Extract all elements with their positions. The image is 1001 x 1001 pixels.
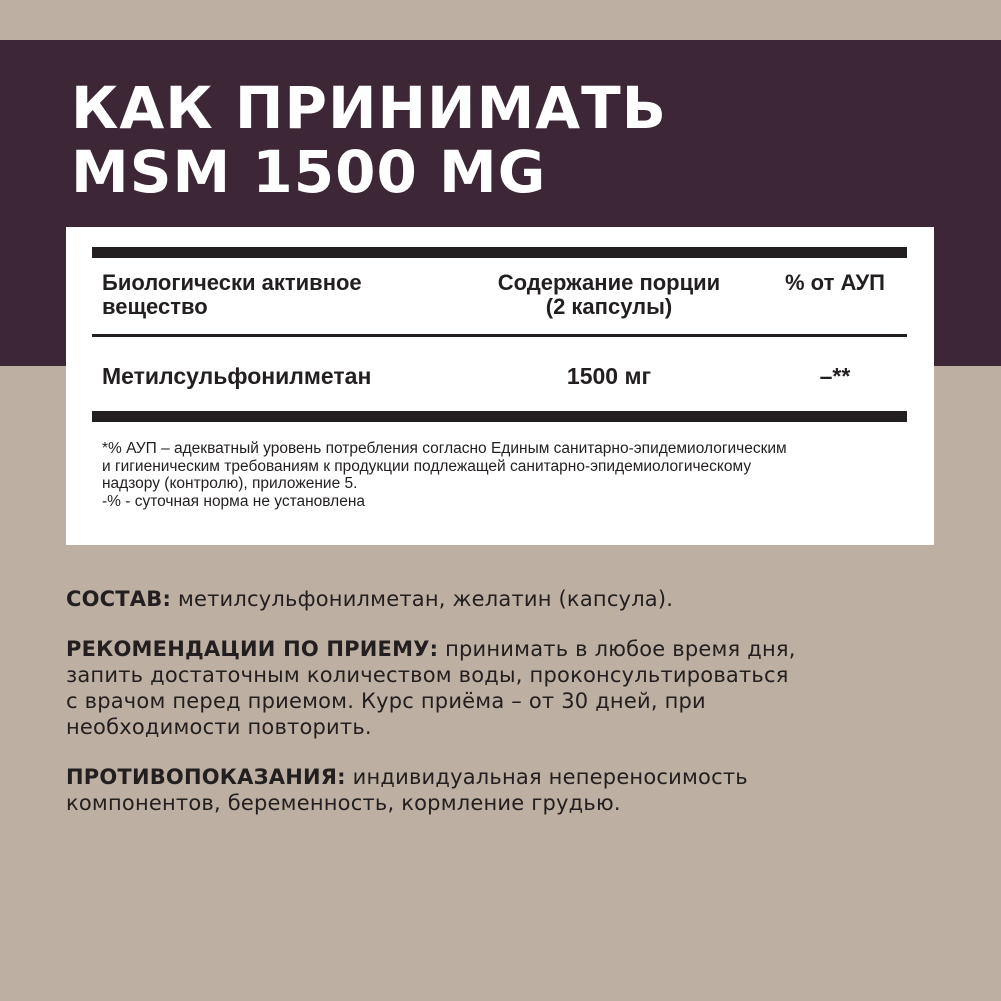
composition-label: СОСТАВ: (66, 587, 172, 611)
table-footnote: *% АУП – адекватный уровень потребления согласно Единым санитарно-эпидемиологическим и гигиеническим требованиям к продукции подлежащей санитарно-эпидемиологическому надзору (контролю), приложение 5. -% - суточная норма не установлена (102, 440, 787, 510)
cell-substance: Метилсульфонилметан (102, 363, 372, 389)
contraindications-label: ПРОТИВОПОКАЗАНИЯ: (66, 765, 346, 789)
column-header-serving: Содержание порции (2 капсулы) (497, 270, 721, 319)
composition-section (66, 586, 946, 612)
composition-text: метилсульфонилметан, желатин (капсула). (171, 587, 674, 611)
table-top-rule (92, 247, 907, 258)
cell-percent: –** (819, 363, 851, 389)
recommendations-text: принимать в любое время дня, запить достаточным количеством воды, проконсультироваться с врачом перед приемом. Курс приёма – от 30 дней, при необходимости повторить. (66, 637, 796, 739)
nutrition-table-card (66, 227, 934, 545)
cell-serving: 1500 мг (566, 363, 652, 389)
recommendations-label: РЕКОМЕНДАЦИИ ПО ПРИЕМУ: (66, 637, 439, 661)
column-header-percent: % от АУП (785, 270, 885, 295)
table-bottom-rule (92, 411, 907, 422)
contraindications-text: индивидуальная непереносимость компонентов, беременность, кормление грудью. (66, 765, 748, 815)
page-title: КАК ПРИНИМАТЬ MSM 1500 MG (71, 74, 667, 206)
column-header-substance: Биологически активное вещество (102, 270, 362, 319)
recommendations-section (66, 636, 946, 740)
table-header-rule (92, 334, 907, 337)
contraindications-section (66, 764, 946, 816)
